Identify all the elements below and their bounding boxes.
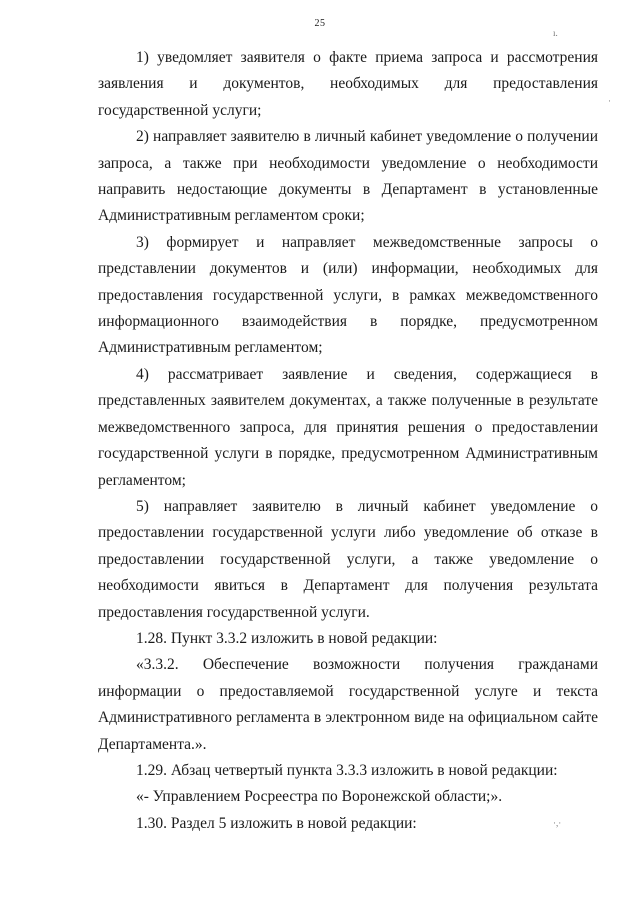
paragraph-item-5: 5) направляет заявителю в личный кабинет уведомление о предоставлении государственной услуги либо уведомление об отказе в предоставлении государственной услуги, а также уведомление о необходимости явиться в Департамент для получения результата предоставления государственной услуги. [98,497,598,621]
paragraph-rosreestr-quote: «- Управлением Росреестра по Воронежской области;». [136,788,503,806]
paragraph-item-2: 2) направляет заявителю в личный кабинет уведомление о получении запроса, а также при необходимости уведомление о необходимости направить недостающие документы в Департамент в установленные Административным регламентом сроки; [98,128,598,225]
paragraph-1-29: 1.29. Абзац четвертый пункта 3.3.3 изложить в новой редакции: [136,761,558,779]
paragraph-item-4: 4) рассматривает заявление и сведения, содержащиеся в представленных заявителем документах, а также полученные в результате межведомственного запроса, для принятия решения о предоставлении государственной услуги в порядке, предусмотренном Административным регламентом; [98,365,598,489]
paragraph-item-1: 1) уведомляет заявителя о факте приема запроса и рассмотрения заявления и документов, необходимых для предоставления государственной услуги; [98,49,598,119]
paragraph-item-3: 3) формирует и направляет межведомственные запросы о представлении документов и (или) информации, необходимых для предоставления государственной услуги, в рамках межведомственного информационного взаимодействия в порядке, предусмотренном Административным регламентом; [98,233,598,357]
page-number: 25 [314,18,326,29]
scan-speck: ı. [553,28,558,38]
scan-speck: · [608,96,611,106]
document-body [98,45,598,837]
paragraph-1-30: 1.30. Раздел 5 изложить в новой редакции: [136,814,417,832]
scan-speck: ·,· [553,818,562,828]
paragraph-3-3-2-quote: «3.3.2. Обеспечение возможности получения гражданами информации о предоставляемой государственной услуге и текста Административного регламента в электронном виде на официальном сайте Департамента.». [98,656,598,753]
paragraph-1-28: 1.28. Пункт 3.3.2 изложить в новой редакции: [136,629,438,647]
